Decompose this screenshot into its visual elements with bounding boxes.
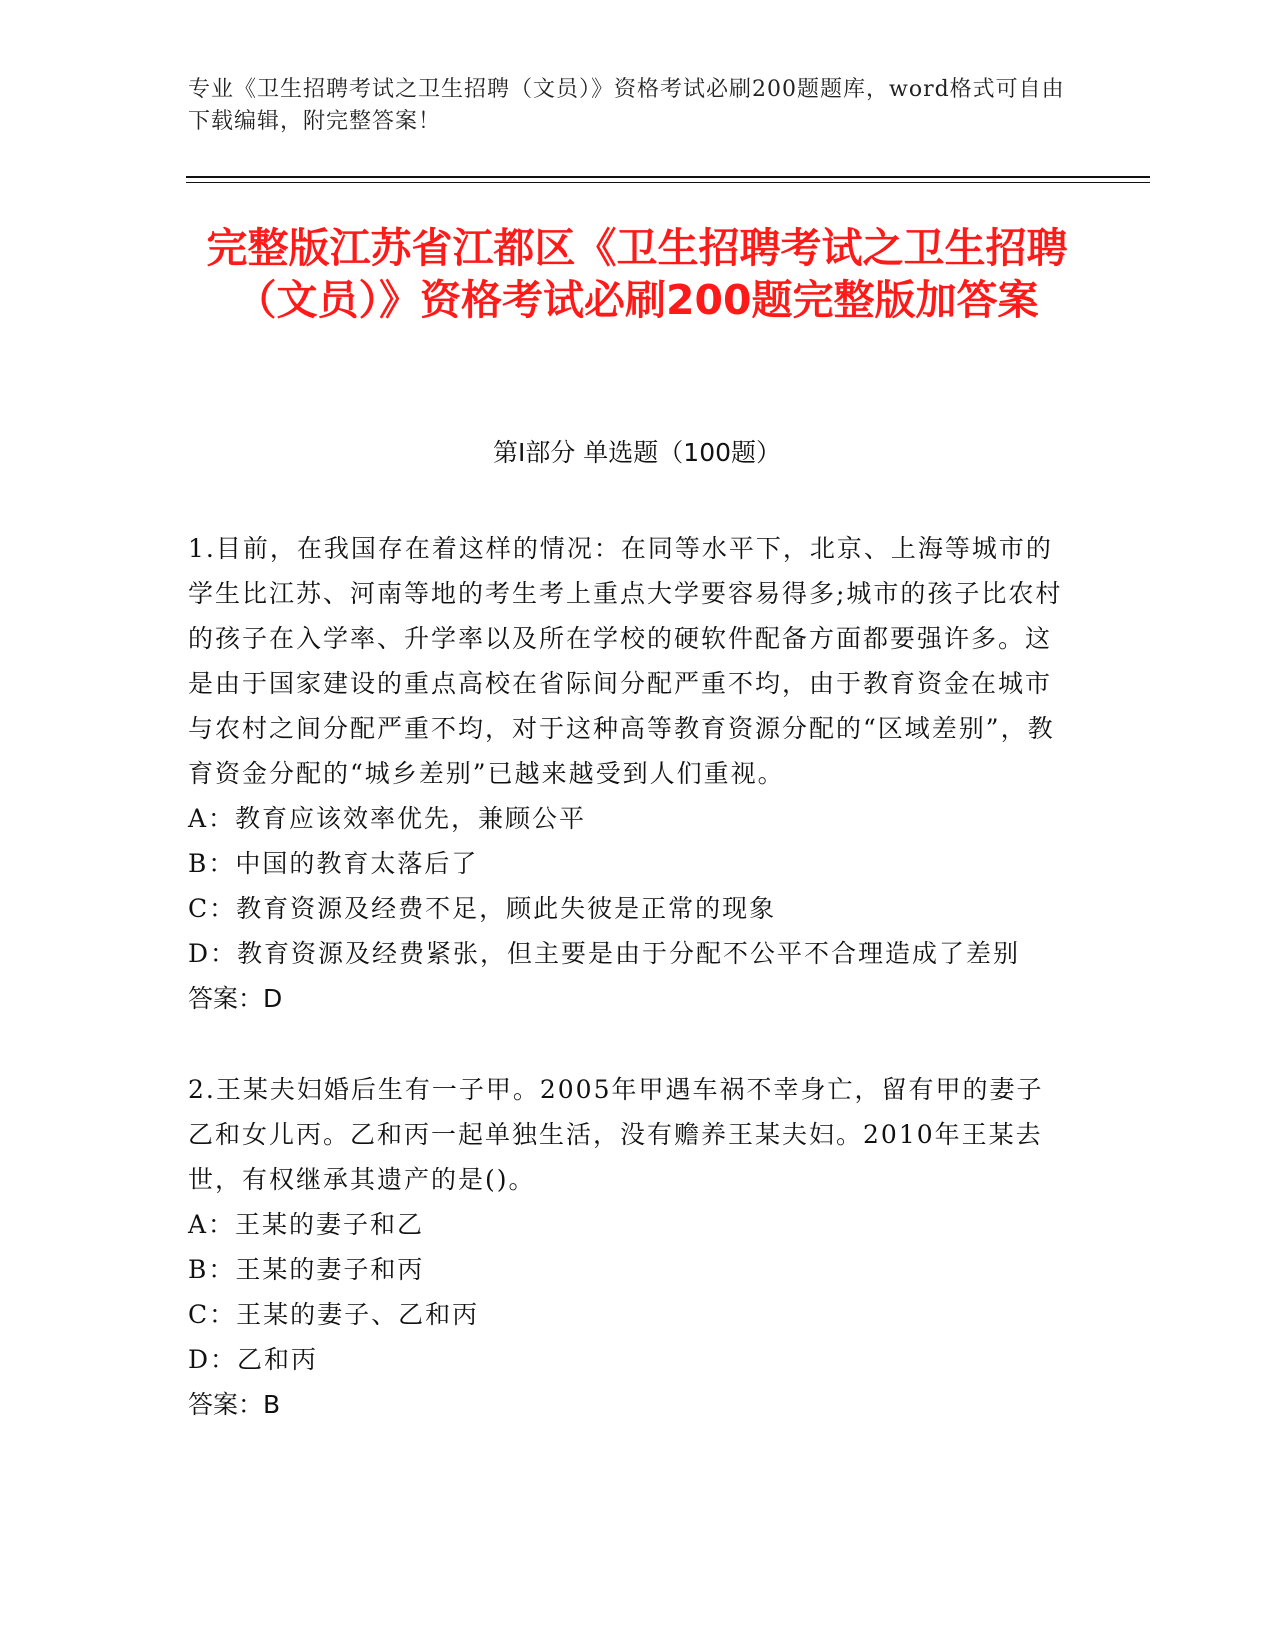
header-rule-thin [186,182,1150,183]
question-list [188,526,1068,1427]
section-heading: 第I部分 单选题（100题） [492,438,782,467]
header-rule-thick [186,176,1150,178]
option-b: B：中国的教育太落后了 [188,849,479,878]
answer: 答案：D [188,984,283,1013]
option-c: C：王某的妻子、乙和丙 [188,1300,480,1329]
question-2 [188,1067,1068,1427]
question-1 [188,526,1068,1021]
option-c: C：教育资源及经费不足，顾此失彼是正常的现象 [188,894,777,923]
question-stem: 2.王某夫妇婚后生有一子甲。2005年甲遇车祸不幸身亡，留有甲的妻子乙和女儿丙。乙和丙一起单独生活，没有赡养王某夫妇。2010年王某去世，有权继承其遗产的是()。 [188,1075,1044,1194]
option-a: A：教育应该效率优先，兼顾公平 [188,804,587,833]
option-a: A：王某的妻子和乙 [188,1210,425,1239]
option-b: B：王某的妻子和丙 [188,1255,425,1284]
option-d: D：乙和丙 [188,1345,319,1374]
question-stem: 1.目前，在我国存在着这样的情况：在同等水平下，北京、上海等城市的学生比江苏、河南等地的考生考上重点大学要容易得多;城市的孩子比农村的孩子在入学率、升学率以及所在学校的硬软件配备方面都要强许多。这是由于国家建设的重点高校在省际间分配严重不均，由于教育资金在城市与农村之间分配严重不均，对于这种高等教育资源分配的“区域差别”，教育资金分配的“城乡差别”已越来越受到人们重视。 [188,534,1063,788]
question-spacer [188,1021,1068,1067]
header-note: 专业《卫生招聘考试之卫生招聘（文员）》资格考试必刷200题题库，word格式可自由下载编辑，附完整答案！ [188,77,1065,134]
document-title: 完整版江苏省江都区《卫生招聘考试之卫生招聘（文员）》资格考试必刷200题完整版加答案 [206,224,1068,324]
option-d: D：教育资源及经费紧张，但主要是由于分配不公平不合理造成了差别 [188,939,1021,968]
answer: 答案：B [188,1390,281,1419]
